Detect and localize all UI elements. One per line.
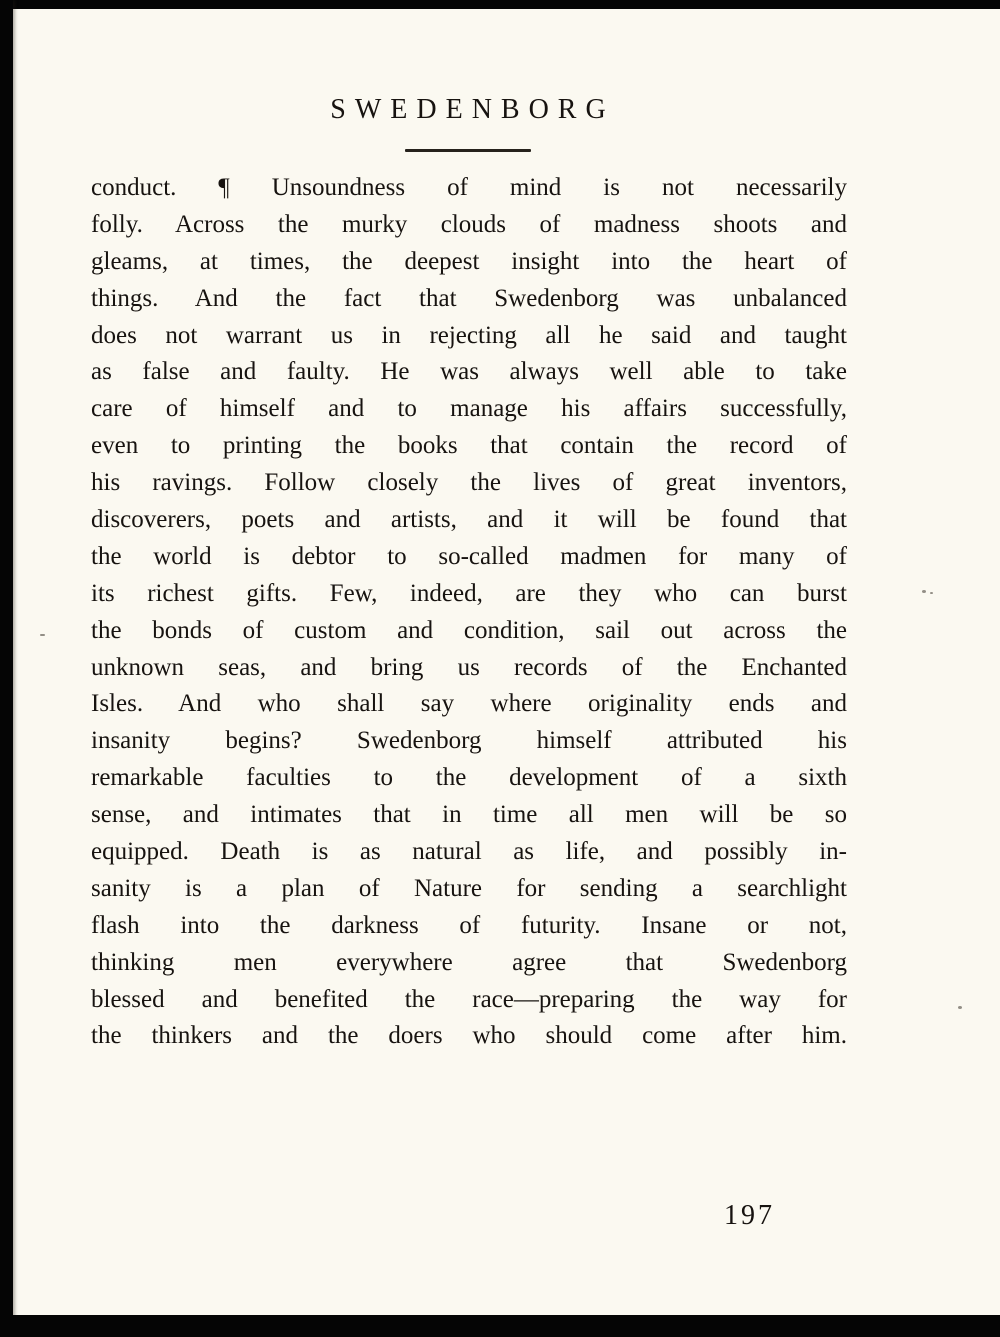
- text-line: gleams, at times, the deepest insight into the heart of: [91, 247, 847, 275]
- text-line: remarkable faculties to the development of a sixth: [91, 764, 847, 792]
- text-line: does not warrant us in rejecting all he said and taught: [91, 321, 847, 349]
- text-line: its richest gifts. Few, indeed, are they who can burst: [91, 579, 847, 607]
- text-line: sanity is a plan of Nature for sending a searchlight: [91, 874, 847, 902]
- text-line: flash into the darkness of futurity. Insane or not,: [91, 911, 847, 939]
- text-line: his ravings. Follow closely the lives of great inventors,: [91, 469, 847, 497]
- scan-speck: [958, 1006, 962, 1009]
- scan-speck: [922, 590, 926, 593]
- text-line: care of himself and to manage his affairs successfully,: [91, 395, 847, 423]
- text-line: insanity begins? Swedenborg himself attributed his: [91, 727, 847, 755]
- text-line: discoverers, poets and artists, and it will be found that: [91, 506, 847, 534]
- scan-edge-top: [0, 0, 1000, 9]
- text-line: even to printing the books that contain the record of: [91, 432, 847, 460]
- scan-speck: [40, 634, 45, 636]
- text-line: sense, and intimates that in time all men will be so: [91, 801, 847, 829]
- text-line: conduct. ¶ Unsoundness of mind is not necessarily: [91, 174, 847, 201]
- text-line: things. And the fact that Swedenborg was unbalanced: [91, 284, 847, 312]
- page-title: SWEDENBORG: [330, 94, 615, 125]
- scan-speck: [930, 592, 933, 594]
- text-line: equipped. Death is as natural as life, and possibly in-: [91, 838, 847, 866]
- text-line: unknown seas, and bring us records of the Enchanted: [91, 653, 847, 681]
- text-line: the bonds of custom and condition, sail out across the: [91, 616, 847, 644]
- scan-edge-bottom: [0, 1315, 1000, 1337]
- text-line: Isles. And who shall say where originality ends and: [91, 690, 847, 718]
- text-line: thinking men everywhere agree that Swedenborg: [91, 948, 847, 976]
- text-line: the world is debtor to so-called madmen for many of: [91, 542, 847, 570]
- title-rule: [405, 149, 531, 152]
- text-line: as false and faulty. He was always well able to take: [91, 358, 847, 386]
- scan-edge-left: [0, 0, 13, 1337]
- text-line: the thinkers and the doers who should come after him.: [91, 1022, 847, 1050]
- text-line: folly. Across the murky clouds of madness shoots and: [91, 210, 847, 238]
- text-line: blessed and benefited the race—preparing the way for: [91, 985, 847, 1013]
- body-text: [91, 170, 847, 1055]
- page-number: 197: [724, 1200, 775, 1231]
